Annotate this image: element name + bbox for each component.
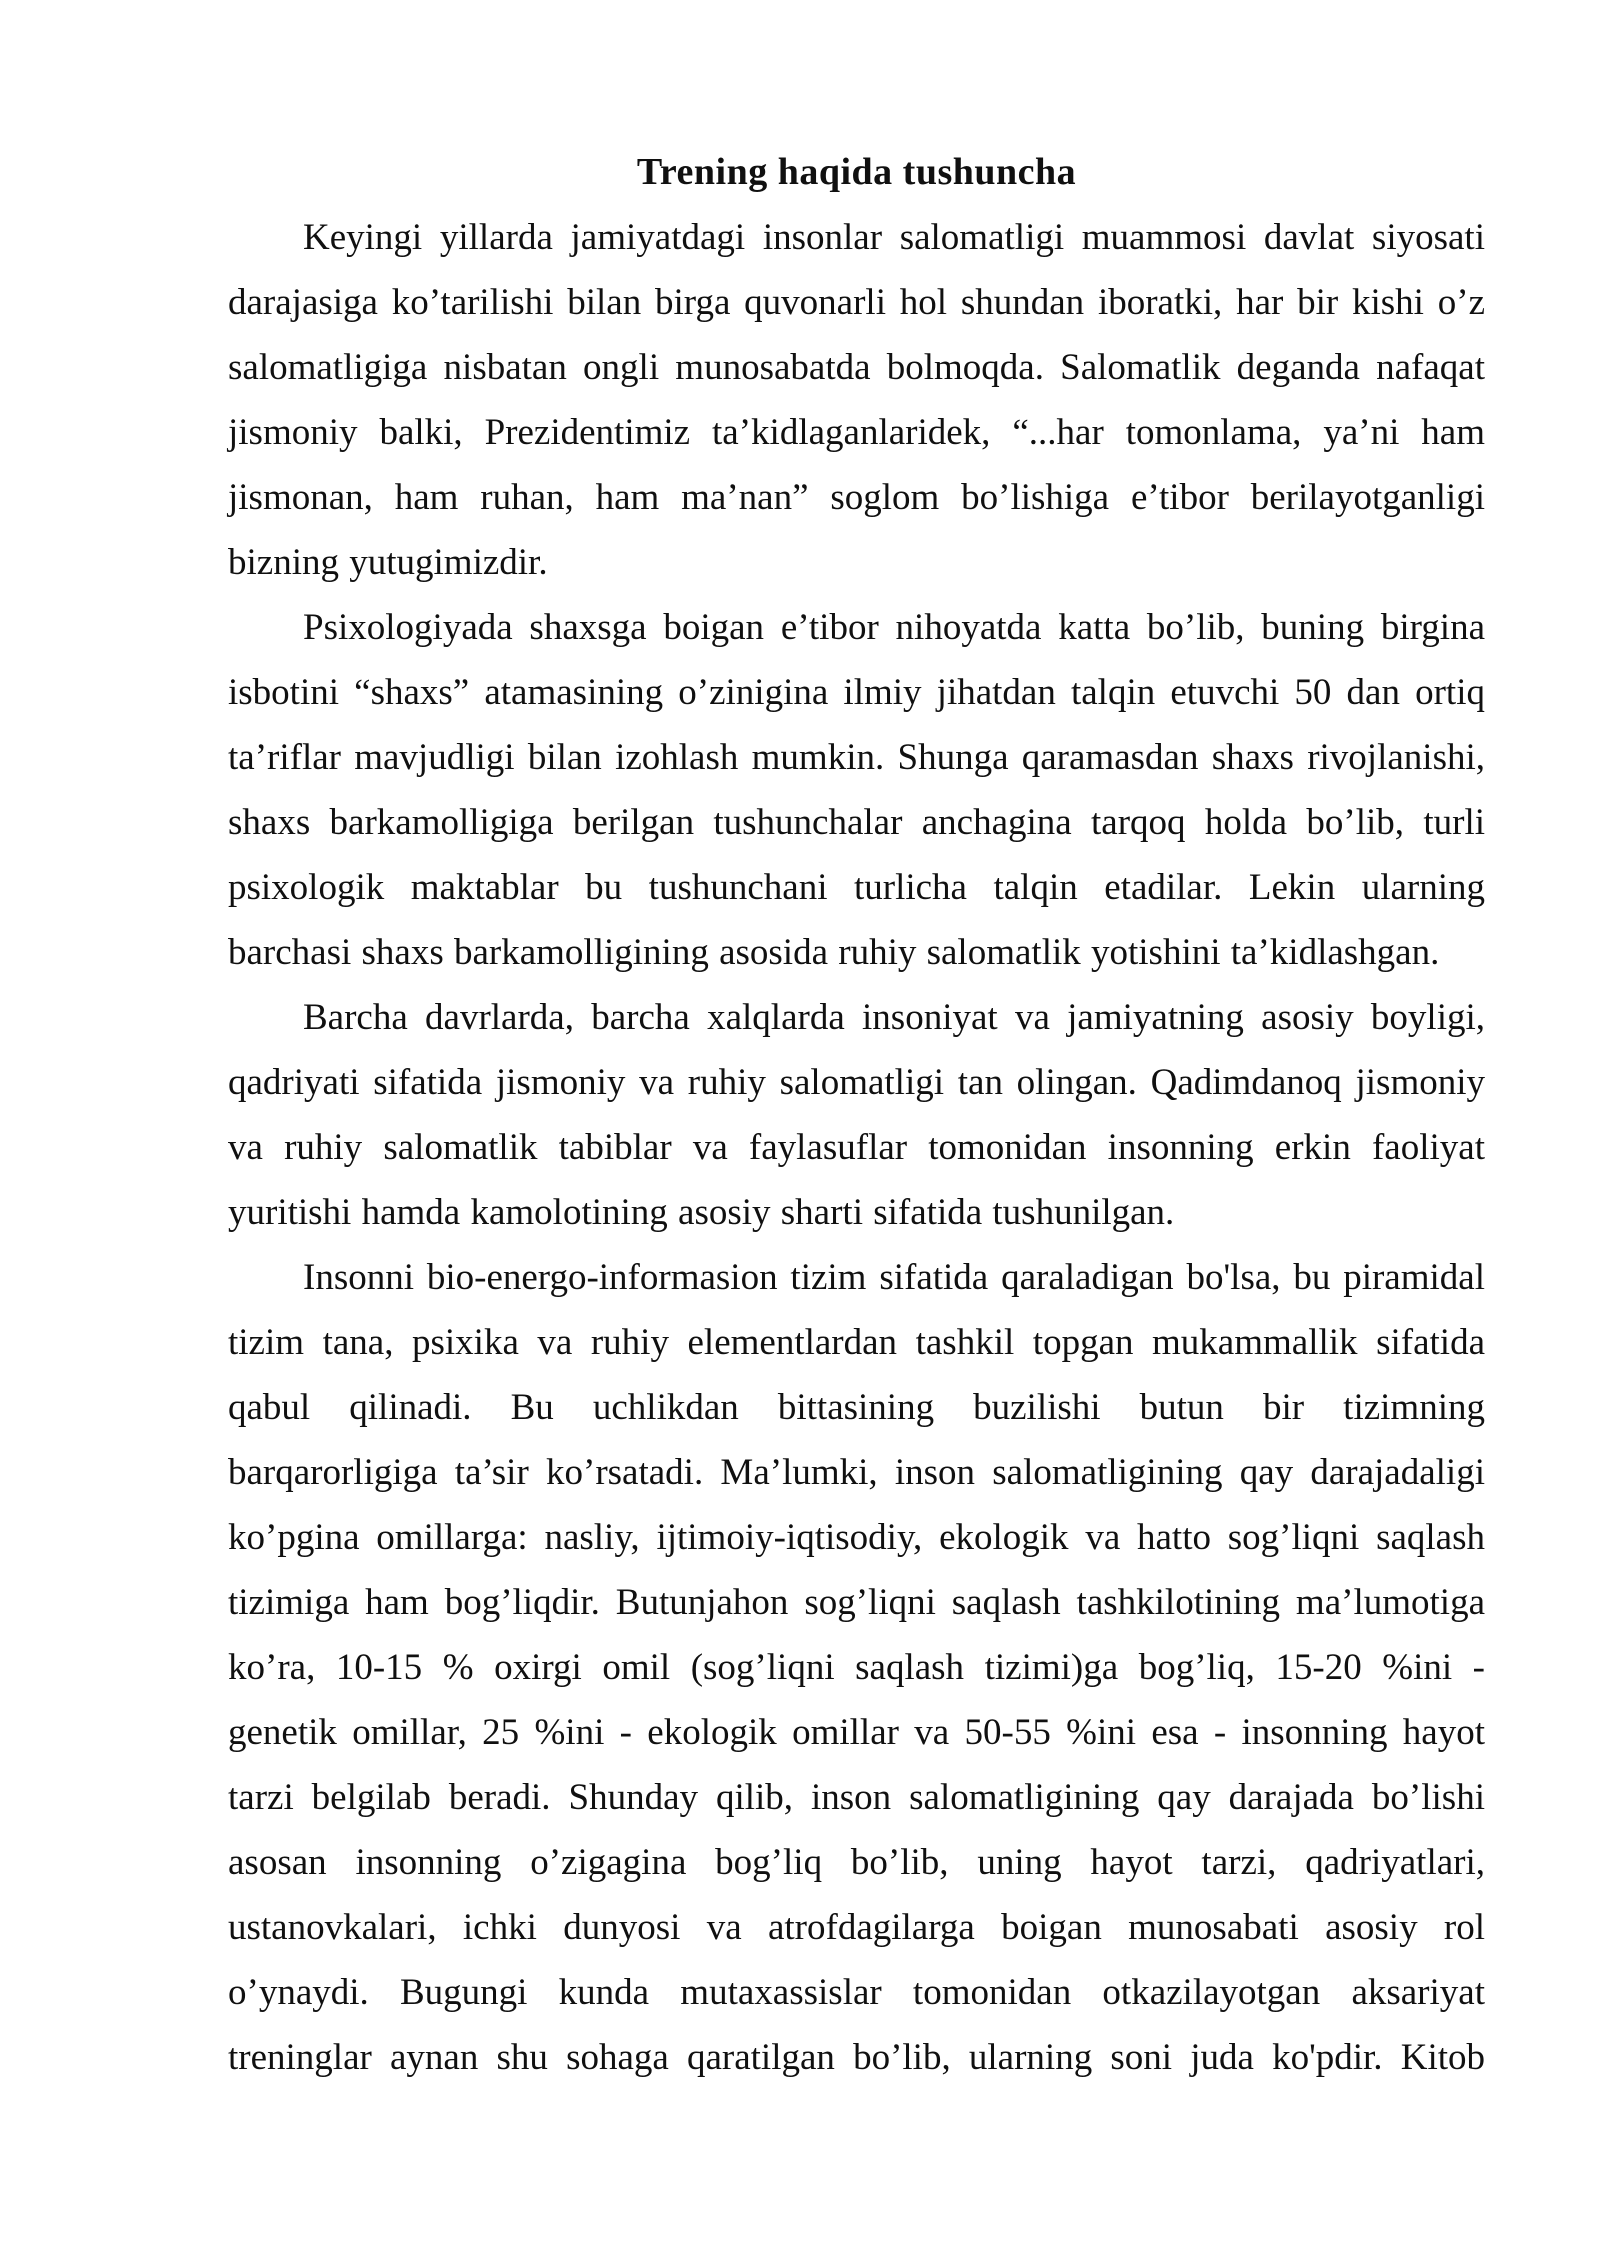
text-line: asosan insonning o’zigagina bog’liq bo’lib, uning hayot tarzi, qadriyatlari, — [228, 1842, 1485, 1883]
text-line: barqarorligiga ta’sir ko’rsatadi. Ma’lumki, inson salomatligining qay darajadaligi — [228, 1452, 1485, 1493]
text-line: psixologik maktablar bu tushunchani turlicha talqin etadilar. Lekin ularning — [228, 867, 1485, 908]
text-line: isbotini “shaxs” atamasining o’zinigina ilmiy jihatdan talqin etuvchi 50 dan ortiq — [228, 672, 1485, 713]
text-line: barchasi shaxs barkamolligining asosida ruhiy salomatlik yotishini ta’kidlashgan. — [228, 932, 1440, 973]
text-line: Insonni bio-energo-informasion tizim sifatida qaraladigan bo'lsa, bu piramidal — [303, 1257, 1485, 1298]
text-line: shaxs barkamolligiga berilgan tushunchalar anchagina tarqoq holda bo’lib, turli — [228, 802, 1485, 843]
text-line: darajasiga ko’tarilishi bilan birga quvonarli hol shundan iboratki, har bir kishi o’z — [228, 282, 1485, 323]
text-line: qabul qilinadi. Bu uchlikdan bittasining buzilishi butun bir tizimning — [228, 1387, 1485, 1428]
text-line: tizim tana, psixika va ruhiy elementlardan tashkil topgan mukammallik sifatida — [228, 1322, 1485, 1363]
document-body — [228, 205, 1485, 2090]
text-line: ko’pgina omillarga: nasliy, ijtimoiy-iqtisodiy, ekologik va hatto sog’liqni saqlash — [228, 1517, 1485, 1558]
text-line: genetik omillar, 25 %ini - ekologik omillar va 50-55 %ini esa - insonning hayot — [228, 1712, 1485, 1753]
text-line: Keyingi yillarda jamiyatdagi insonlar salomatligi muammosi davlat siyosati — [303, 217, 1485, 258]
text-line: yuritishi hamda kamolotining asosiy sharti sifatida tushunilgan. — [228, 1192, 1175, 1233]
text-line: Psixologiyada shaxsga boigan e’tibor nihoyatda katta bo’lib, buning birgina — [303, 607, 1485, 648]
text-line: tizimiga ham bog’liqdir. Butunjahon sog’liqni saqlash tashkilotining ma’lumotiga — [228, 1582, 1485, 1623]
text-line: o’ynaydi. Bugungi kunda mutaxassislar tomonidan otkazilayotgan aksariyat — [228, 1972, 1485, 2013]
text-line: tarzi belgilab beradi. Shunday qilib, inson salomatligining qay darajada bo’lishi — [228, 1777, 1485, 1818]
text-line: qadriyati sifatida jismoniy va ruhiy salomatligi tan olingan. Qadimdanoq jismoniy — [228, 1062, 1485, 1103]
text-line: salomatligiga nisbatan ongli munosabatda bolmoqda. Salomatlik deganda nafaqat — [228, 347, 1485, 388]
text-line: ustanovkalari, ichki dunyosi va atrofdagilarga boigan munosabati asosiy rol — [228, 1907, 1485, 1948]
text-line: treninglar aynan shu sohaga qaratilgan bo’lib, ularning soni juda ko'pdir. Kitob — [228, 2037, 1485, 2078]
text-line: jismoniy balki, Prezidentimiz ta’kidlaganlaridek, “...har tomonlama, ya’ni ham — [228, 412, 1485, 453]
text-line: ko’ra, 10-15 % oxirgi omil (sog’liqni saqlash tizimi)ga bog’liq, 15-20 %ini - — [228, 1647, 1485, 1688]
document-title: Trening haqida tushuncha — [636, 151, 1077, 193]
text-line: ta’riflar mavjudligi bilan izohlash mumkin. Shunga qaramasdan shaxs rivojlanishi, — [228, 737, 1485, 778]
text-line: va ruhiy salomatlik tabiblar va faylasuflar tomonidan insonning erkin faoliyat — [228, 1127, 1485, 1168]
text-line: Barcha davrlarda, barcha xalqlarda insoniyat va jamiyatning asosiy boyligi, — [303, 997, 1485, 1038]
text-line: jismonan, ham ruhan, ham ma’nan” soglom bo’lishiga e’tibor berilayotganligi — [228, 477, 1485, 518]
text-line: bizning yutugimizdir. — [228, 542, 548, 583]
